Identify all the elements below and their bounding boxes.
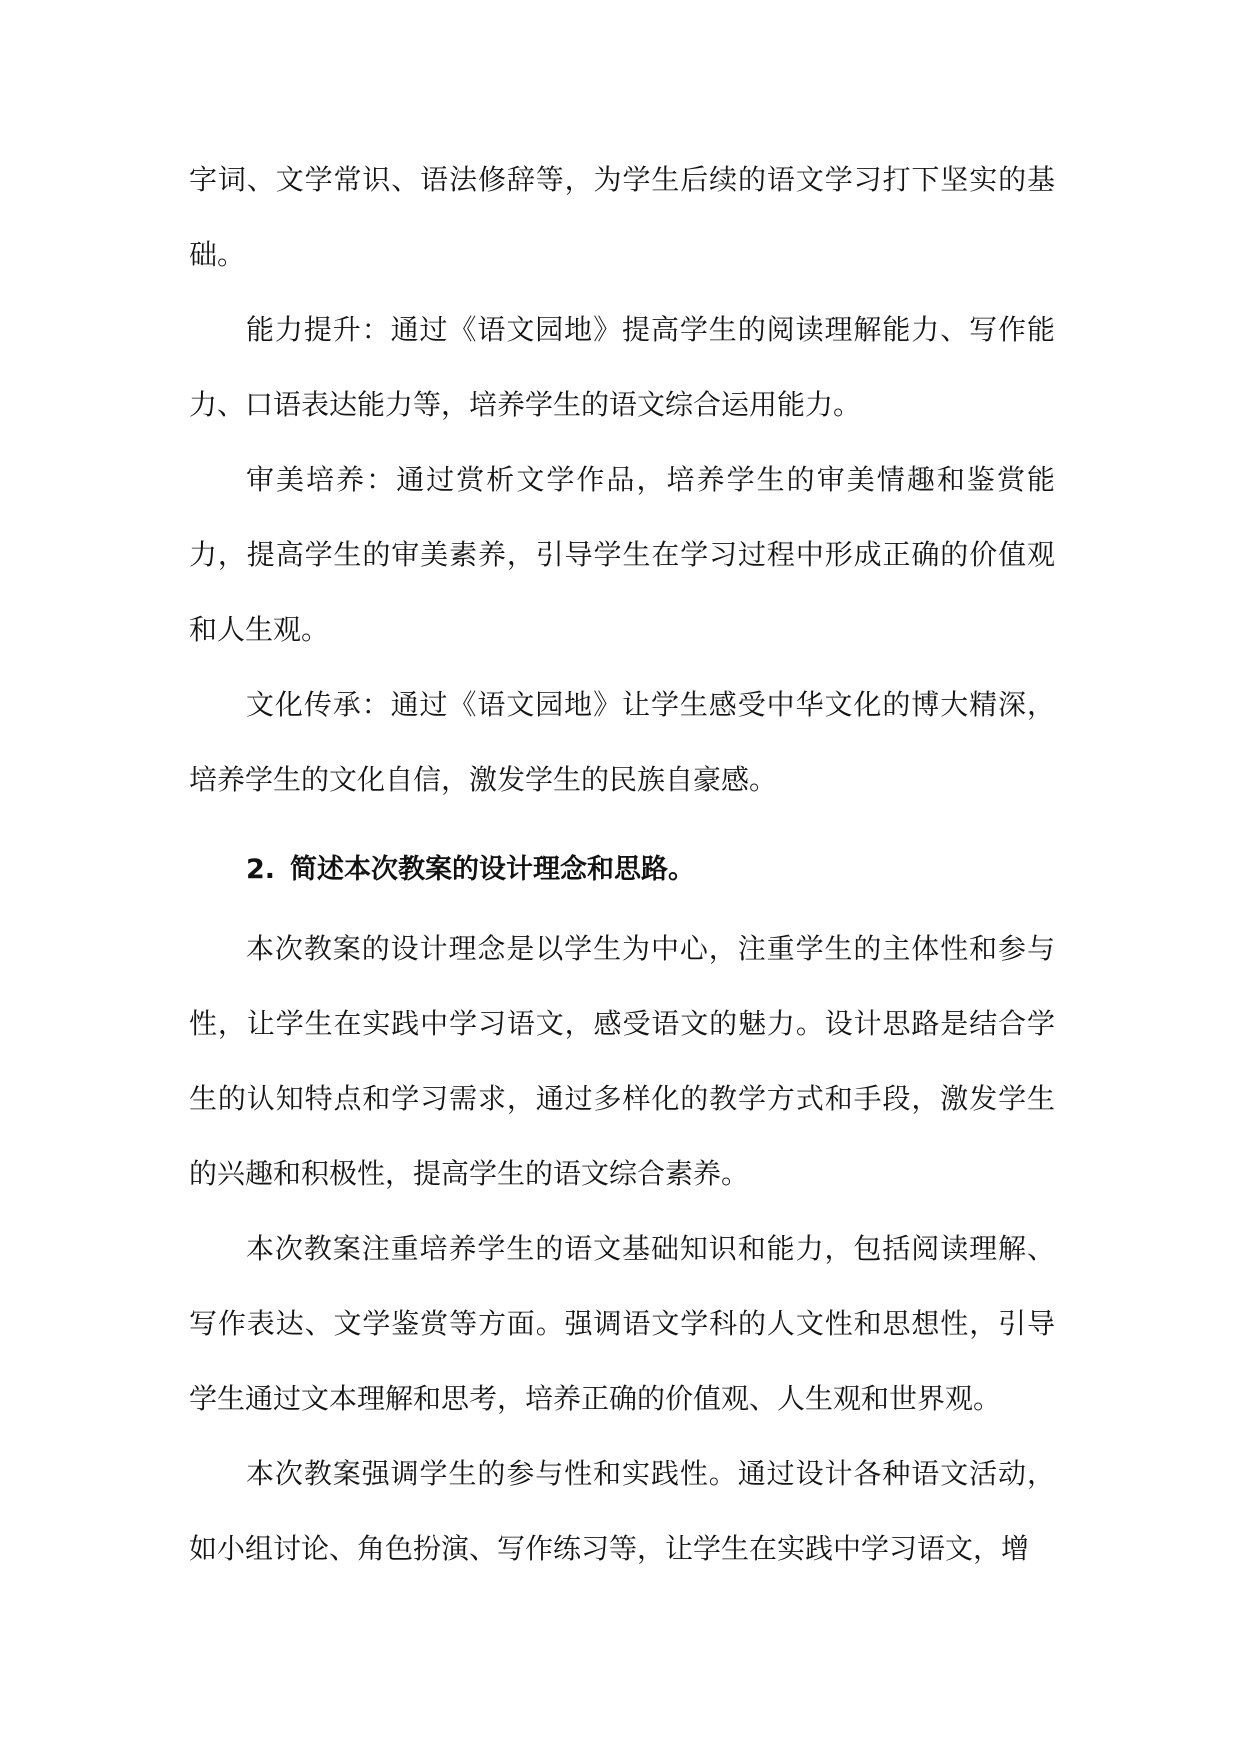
practice-paragraph: 本次教案强调学生的参与性和实践性。通过设计各种语文活动，如小组讨论、角色扮演、写作练习等，让学生在实践中学习语文，增: [189, 1457, 1055, 1565]
ability-paragraph: 能力提升：通过《语文园地》提高学生的阅读理解能力、写作能力、口语表达能力等，培养学生的语文综合运用能力。: [189, 313, 1055, 421]
document-body: [189, 142, 1055, 1586]
foundation-paragraph: 本次教案注重培养学生的语文基础知识和能力，包括阅读理解、写作表达、文学鉴赏等方面。强调语文学科的人文性和思想性，引导学生通过文本理解和思考，培养正确的价值观、人生观和世界观。: [189, 1232, 1055, 1415]
section-number: 2.: [246, 854, 276, 885]
design-concept-paragraph: 本次教案的设计理念是以学生为中心，注重学生的主体性和参与性，让学生在实践中学习语文，感受语文的魅力。设计思路是结合学生的认知特点和学习需求，通过多样化的教学方式和手段，激发学生的兴趣和积极性，提高学生的语文综合素养。: [189, 932, 1055, 1190]
section-heading: [189, 829, 1055, 911]
aesthetic-paragraph: 审美培养：通过赏析文学作品，培养学生的审美情趣和鉴赏能力，提高学生的审美素养，引导学生在学习过程中形成正确的价值观和人生观。: [189, 463, 1055, 646]
continuation-paragraph: 字词、文学常识、语法修辞等，为学生后续的语文学习打下坚实的基础。: [189, 163, 1055, 271]
section-title: 简述本次教案的设计理念和思路。: [290, 854, 695, 885]
culture-paragraph: 文化传承：通过《语文园地》让学生感受中华文化的博大精深，培养学生的文化自信，激发学生的民族自豪感。: [189, 688, 1055, 796]
